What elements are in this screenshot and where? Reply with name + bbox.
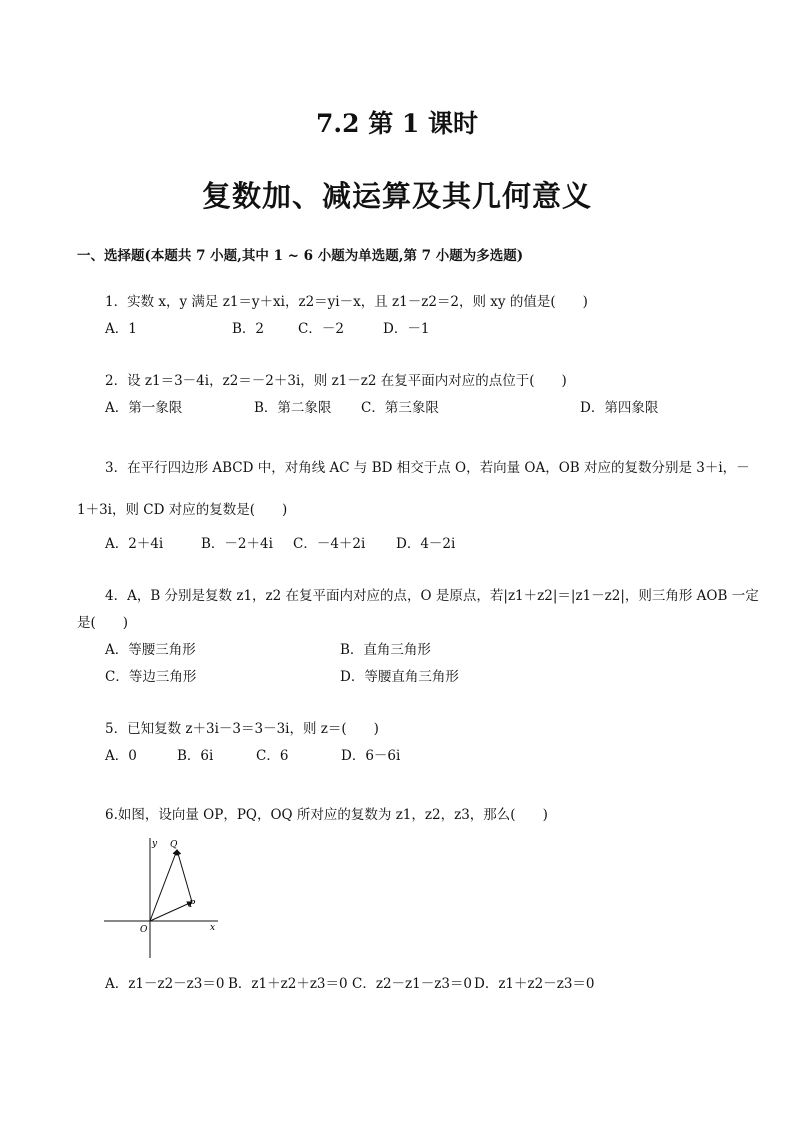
q1-option-d: D．－1 <box>383 321 430 337</box>
q3-option-a: A．2＋4i <box>105 536 164 552</box>
y-axis-label: y <box>152 839 158 849</box>
vector-figure <box>100 834 230 960</box>
q4-option-b: B．直角三角形 <box>340 642 431 658</box>
q3-option-c: C．－4＋2i <box>293 536 366 552</box>
question-3-stem-line2: 1＋3i，则 CD 对应的复数是( ) <box>77 502 288 518</box>
q5-option-a: A．0 <box>105 748 137 764</box>
question-1-stem: 1．实数 x，y 满足 z1＝y＋xi，z2＝yi－x，且 z1－z2＝2，则 xy 的值是( ) <box>105 294 588 310</box>
q5-option-c: C．6 <box>256 748 289 764</box>
lesson-subtitle: 复数加、减运算及其几何意义 <box>201 179 592 213</box>
point-q-label: Q <box>170 840 178 850</box>
section-heading: 一、选择题(本题共 7 小题,其中 1 ~ 6 小题为单选题,第 7 小题为多选题) <box>77 248 524 264</box>
q4-option-a: A．等腰三角形 <box>105 642 196 658</box>
q4-option-d: D．等腰直角三角形 <box>340 669 459 685</box>
question-5-stem: 5．已知复数 z＋3i－3＝3－3i，则 z＝( ) <box>105 721 379 737</box>
q6-option-c: C．z2－z1－z3＝0 <box>352 976 473 992</box>
q6-option-d: D．z1＋z2－z3＝0 <box>474 976 595 992</box>
q3-option-b: B．－2＋4i <box>201 536 273 552</box>
x-axis-label: x <box>210 923 216 933</box>
question-3-stem-line1: 3．在平行四边形 ABCD 中，对角线 AC 与 BD 相交于点 O，若向量 OA，OB 对应的复数分别是 3＋i，－ <box>105 460 750 476</box>
origin-label: O <box>140 925 148 935</box>
vector-pq <box>177 850 192 902</box>
question-4-stem-line2: 是( ) <box>77 615 129 631</box>
q5-option-b: B．6i <box>177 748 214 764</box>
point-p-label: P <box>189 900 196 910</box>
question-4-stem-line1: 4．A，B 分别是复数 z1，z2 在复平面内对应的点，O 是原点，若|z1＋z2|＝|z1－z2|，则三角形 AOB 一定 <box>105 588 759 604</box>
q6-option-a: A．z1－z2－z3＝0 <box>105 976 225 992</box>
q2-option-c: C．第三象限 <box>361 400 439 416</box>
question-2-stem: 2．设 z1＝3－4i，z2＝－2＋3i，则 z1－z2 在复平面内对应的点位于( ) <box>105 373 567 389</box>
q2-option-b: B．第二象限 <box>254 400 332 416</box>
q1-option-a: A．1 <box>105 321 137 337</box>
question-6-stem: 6.如图，设向量 OP，PQ，OQ 所对应的复数为 z1，z2，z3，那么( ) <box>105 807 548 823</box>
q1-option-c: C．－2 <box>298 321 344 337</box>
q6-option-b: B．z1＋z2＋z3＝0 <box>228 976 348 992</box>
q2-option-a: A．第一象限 <box>105 400 183 416</box>
lesson-title: 7.2 第 1 课时 <box>316 109 478 138</box>
q3-option-d: D．4－2i <box>396 536 456 552</box>
q2-option-d: D．第四象限 <box>580 400 659 416</box>
q5-option-d: D．6－6i <box>341 748 401 764</box>
q1-option-b: B．2 <box>232 321 265 337</box>
q4-option-c: C．等边三角形 <box>105 669 197 685</box>
